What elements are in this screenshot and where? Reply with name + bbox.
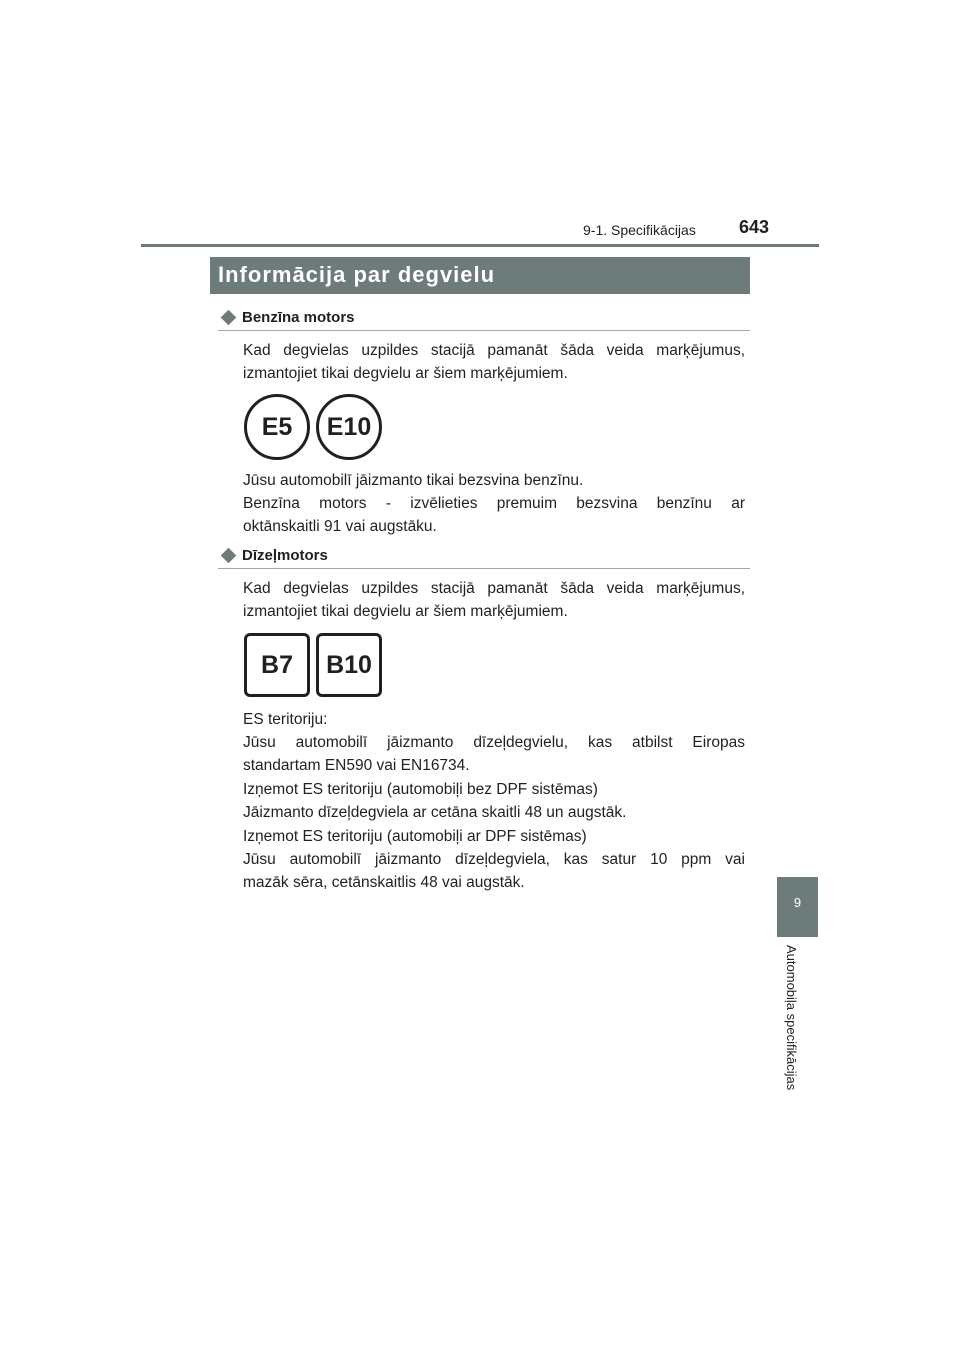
fuel-badge-b7: B7: [244, 633, 310, 697]
fuel-badge-e10: E10: [316, 394, 382, 460]
petrol-subheading: [218, 309, 750, 326]
section-title: Informācija par degvielu: [218, 262, 496, 287]
petrol-intro: [243, 339, 745, 385]
text-line: Kad degvielas uzpildes stacijā pamanāt šāda veida marķējumus,: [243, 342, 745, 359]
petrol-heading-rule: [218, 330, 750, 331]
diesel-eu-paragraph: [243, 708, 745, 777]
text-line: Izņemot ES teritoriju (automobiļi ar DPF sistēmas): [243, 828, 587, 845]
text-line: Benzīna motors - izvēlieties premuim bezsvina benzīnu ar: [243, 495, 745, 512]
diesel-heading-rule: [218, 568, 750, 569]
text-line: Jāizmanto dīzeļdegviela ar cetāna skaitli 48 un augstāk.: [243, 804, 627, 821]
text-line: mazāk sēra, cetānskaitlis 48 vai augstāk.: [243, 874, 525, 891]
running-head: 9-1. Specifikācijas: [583, 222, 696, 238]
diesel-non-eu-no-dpf: [243, 778, 745, 824]
diesel-subheading: [218, 547, 750, 564]
text-line: Jūsu automobilī jāizmanto tikai bezsvina benzīnu.: [243, 472, 584, 489]
diesel-intro: [243, 577, 745, 623]
text-line: Izņemot ES teritoriju (automobiļi bez DPF sistēmas): [243, 781, 598, 798]
text-line: standartam EN590 vai EN16734.: [243, 757, 470, 774]
diamond-bullet-icon: [221, 548, 237, 564]
diamond-bullet-icon: [221, 310, 237, 326]
text-line: Jūsu automobilī jāizmanto dīzeļdegviela, kas satur 10 ppm vai: [243, 851, 745, 868]
fuel-badge-e5: E5: [244, 394, 310, 460]
diesel-non-eu-dpf: [243, 825, 745, 894]
chapter-tab-number: 9: [793, 895, 802, 910]
page-number: 643: [739, 217, 770, 237]
text-line: Jūsu automobilī jāizmanto dīzeļdegvielu, kas atbilst Eiropas: [243, 734, 745, 751]
text-line: ES teritoriju:: [243, 711, 328, 728]
text-line: oktānskaitli 91 vai augstāku.: [243, 518, 437, 535]
text-line: Kad degvielas uzpildes stacijā pamanāt šāda veida marķējumus,: [243, 580, 745, 597]
text-line: izmantojiet tikai degvielu ar šiem marķējumiem.: [243, 603, 568, 620]
header-rule: [141, 244, 819, 247]
petrol-note: [243, 469, 745, 538]
diesel-heading: Dīzeļmotors: [242, 547, 328, 564]
text-line: izmantojiet tikai degvielu ar šiem marķējumiem.: [243, 365, 568, 382]
chapter-side-label: Automobiļa specifikācijas: [784, 945, 799, 1091]
petrol-heading: Benzīna motors: [242, 309, 355, 326]
fuel-badge-b10: B10: [316, 633, 382, 697]
